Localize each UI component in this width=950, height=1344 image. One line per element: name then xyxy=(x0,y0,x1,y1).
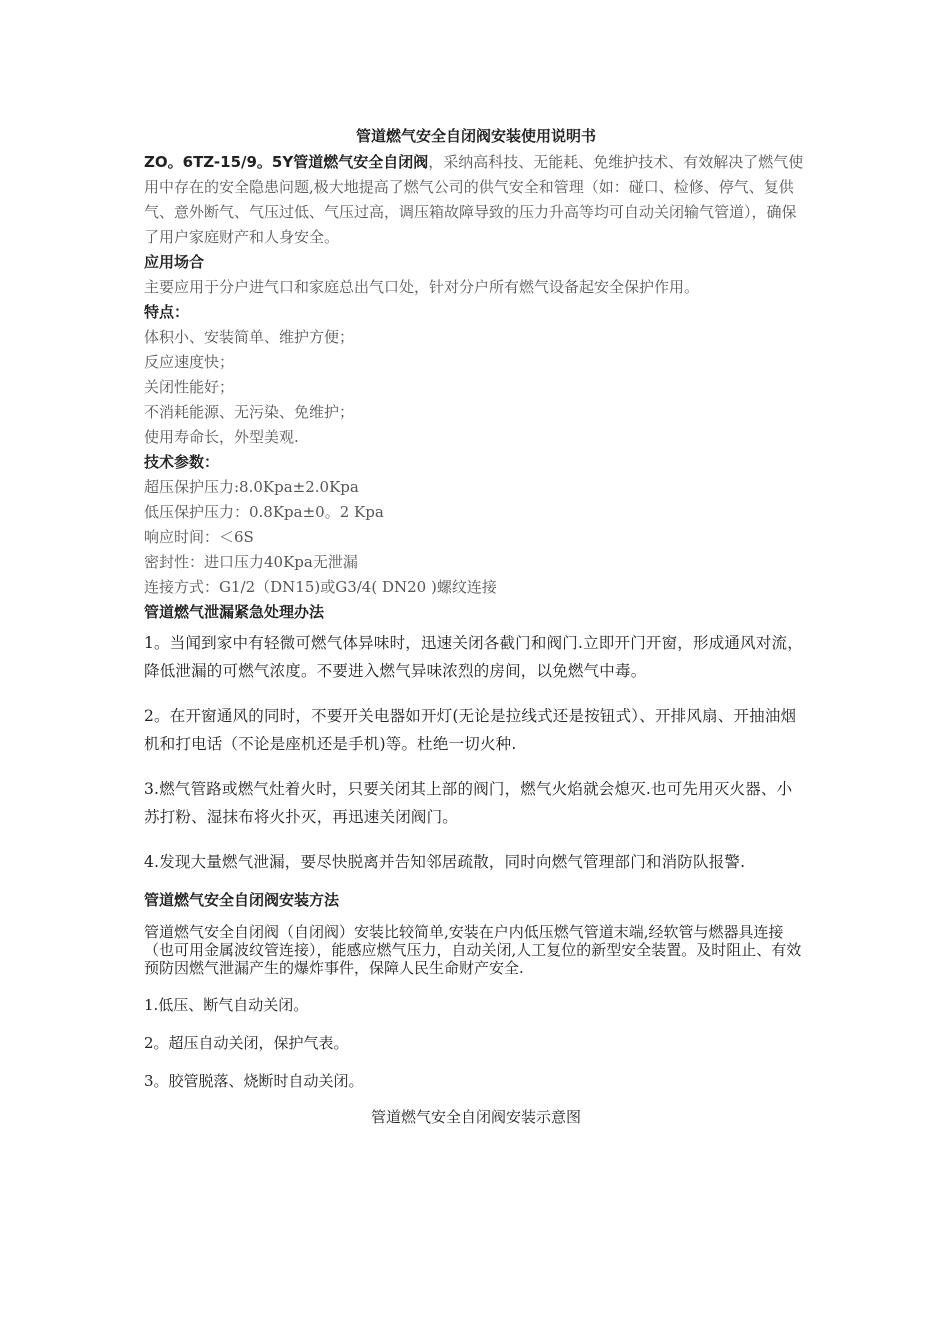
specs-list xyxy=(144,475,808,600)
spec-item: 低压保护压力：0.8Kpa±0。2 Kpa xyxy=(144,503,384,521)
features-heading: 特点： xyxy=(144,303,190,321)
intro-text: ，采纳高科技、无能耗、免维护技术、有效解决了燃气使用中存在的安全隐患问题,极大地提高了燃气公司的供气安全和管理（如：碰口、检修、停气、复供气、意外断气、气压过低、气压过高，调压箱故障导致的压力升高等均可自动关闭输气管道），确保了用户家庭财产和人身安全。 xyxy=(144,153,804,246)
installation-list xyxy=(144,993,808,1094)
spec-item: 密封性：进口压力40Kpa无泄漏 xyxy=(144,553,358,571)
installation-item: 1.低压、断气自动关闭。 xyxy=(144,996,309,1014)
feature-item: 关闭性能好； xyxy=(144,378,235,396)
installation-item: 3。胶管脱落、烧断时自动关闭。 xyxy=(144,1072,364,1090)
feature-item: 体积小、安装简单、维护方便； xyxy=(144,328,355,346)
model-number: ZO。6TZ-15/9。5Y xyxy=(144,153,294,171)
spec-item: 超压保护压力:8.0Kpa±2.0Kpa xyxy=(144,478,359,496)
emergency-list xyxy=(144,629,808,876)
emergency-item: 2。在开窗通风的同时，不要开关电器如开灯(无论是拉线式还是按钮式）、开排风扇、开抽油烟机和打电话（不论是座机还是手机)等。杜绝一切火种. xyxy=(144,707,797,753)
spec-item: 连接方式：G1/2（DN15)或G3/4( DN20 )螺纹连接 xyxy=(144,578,497,596)
product-name: 管道燃气安全自闭阀 xyxy=(293,153,429,171)
feature-item: 使用寿命长，外型美观. xyxy=(144,428,299,446)
feature-item: 反应速度快； xyxy=(144,353,235,371)
feature-item: 不消耗能源、无污染、免维护； xyxy=(144,403,355,421)
diagram-caption: 管道燃气安全自闭阀安装示意图 xyxy=(370,1108,581,1126)
features-list xyxy=(144,325,808,450)
application-heading: 应用场合 xyxy=(144,253,205,271)
application-text: 主要应用于分户进气口和家庭总出气口处，针对分户所有燃气设备起安全保护作用。 xyxy=(144,278,700,296)
intro-paragraph xyxy=(144,150,808,250)
document-page xyxy=(144,124,808,1130)
emergency-heading: 管道燃气泄漏紧急处理办法 xyxy=(144,603,325,621)
spec-item: 响应时间：＜6S xyxy=(144,528,254,546)
installation-heading: 管道燃气安全自闭阀安装方法 xyxy=(144,891,340,909)
specs-heading: 技术参数： xyxy=(144,453,220,471)
emergency-item: 4.发现大量燃气泄漏，要尽快脱离并告知邻居疏散，同时向燃气管理部门和消防队报警. xyxy=(144,853,746,871)
document-title: 管道燃气安全自闭阀安装使用说明书 xyxy=(355,127,596,145)
emergency-item: 1。当闻到家中有轻微可燃气体异味时，迅速关闭各截门和阀门.立即开门开窗，形成通风对流，降低泄漏的可燃气浓度。不要进入燃气异味浓烈的房间，以免燃气中毒。 xyxy=(144,634,803,680)
emergency-item: 3.燃气管路或燃气灶着火时，只要关闭其上部的阀门，燃气火焰就会熄灭.也可先用灭火器、小苏打粉、湿抹布将火扑灭，再迅速关闭阀门。 xyxy=(144,780,793,826)
installation-item: 2。超压自动关闭，保护气表。 xyxy=(144,1034,349,1052)
installation-text: 管道燃气安全自闭阀（自闭阀）安装比较简单,安装在户内低压燃气管道末端,经软管与燃器具连接（也可用金属波纹管连接），能感应燃气压力，自动关闭,人工复位的新型安全装置。及时阻止、有效预防因燃气泄漏产生的爆炸事件，保障人民生命财产安全. xyxy=(144,923,802,977)
